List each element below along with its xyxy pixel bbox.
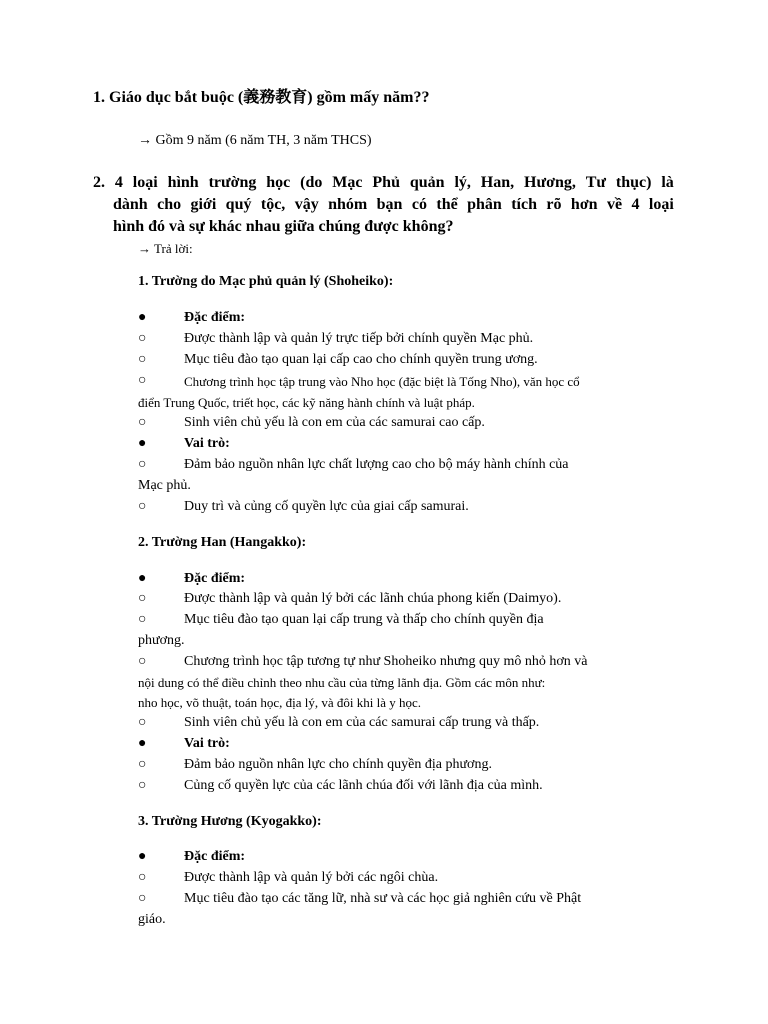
bullet-filled: ● — [138, 736, 147, 751]
section-1-features-label: Đặc điểm: — [184, 310, 246, 325]
bullet-hollow: ○ — [138, 715, 147, 730]
question-2-line-2 — [113, 197, 674, 213]
section-2-heading: 2. Trường Han (Hangakko): — [138, 535, 307, 550]
bullet-hollow: ○ — [138, 331, 147, 346]
section-2-features-label: Đặc điểm: — [184, 571, 246, 586]
bullet-hollow: ○ — [138, 591, 147, 606]
section-2-roles-label: Vai trò: — [184, 736, 230, 751]
question-2-word: (do — [300, 174, 323, 191]
section-1-role-1b: Mạc phủ. — [138, 478, 191, 493]
question-2-word: tích — [511, 196, 537, 213]
question-2-word: là — [661, 174, 674, 191]
question-2-word: Tư — [585, 174, 607, 191]
section-2-feature-1: Được thành lập và quản lý bởi các lãnh chúa phong kiến (Daimyo). — [184, 591, 562, 606]
bullet-hollow: ○ — [138, 415, 147, 430]
question-2-word: nhóm — [328, 196, 368, 213]
section-1-feature-1: Được thành lập và quản lý trực tiếp bởi chính quyền Mạc phủ. — [184, 331, 534, 346]
question-2-word: hơn — [570, 196, 598, 213]
question-2-word: hình — [167, 174, 199, 191]
section-3-feature-2a: Mục tiêu đào tạo các tăng lữ, nhà sư và các học giả nghiên cứu về Phật — [184, 891, 582, 906]
question-2-answer-label: → Trả lời: — [138, 241, 193, 256]
bullet-hollow: ○ — [138, 891, 147, 906]
section-1-heading: 1. Trường do Mạc phủ quản lý (Shoheiko): — [138, 274, 394, 289]
question-2-word: Mạc — [332, 174, 363, 191]
question-2-word: trường — [208, 174, 257, 191]
question-2-word: loại — [648, 196, 674, 213]
question-2-word: phân — [467, 196, 502, 213]
section-2-feature-2b: phương. — [138, 633, 185, 648]
section-1-feature-3b: điển Trung Quốc, triết học, các kỹ năng hành chính và luật pháp. — [138, 395, 475, 410]
question-2-word: quý — [225, 196, 252, 213]
question-1-answer: → Gồm 9 năm (6 năm TH, 3 năm THCS) — [138, 133, 372, 148]
section-2-feature-2a: Mục tiêu đào tạo quan lại cấp trung và thấp cho chính quyền địa — [184, 612, 544, 627]
question-2-word: Hương, — [524, 174, 576, 191]
bullet-hollow: ○ — [138, 373, 147, 388]
question-2-word: Phủ — [372, 174, 400, 191]
bullet-filled: ● — [138, 571, 147, 586]
question-2-word: tộc, — [260, 196, 286, 213]
question-2-word: loại — [132, 174, 158, 191]
bullet-hollow: ○ — [138, 352, 147, 367]
question-2-line-3: hình đó và sự khác nhau giữa chúng được không? — [113, 218, 454, 235]
section-1-role-2: Duy trì và củng cố quyền lực của giai cấp samurai. — [184, 499, 469, 514]
bullet-hollow: ○ — [138, 778, 147, 793]
question-2-word: Han, — [480, 174, 515, 191]
section-1-feature-2: Mục tiêu đào tạo quan lại cấp cao cho chính quyền trung ương. — [184, 352, 538, 367]
question-2-word: bạn — [376, 196, 403, 213]
question-2-word: 4 — [631, 196, 640, 213]
question-2-word: thục) — [615, 174, 652, 191]
bullet-hollow: ○ — [138, 612, 147, 627]
question-2-word: 2. — [93, 174, 105, 191]
section-3-feature-2b: giáo. — [138, 912, 166, 927]
question-2-line-1 — [93, 175, 674, 191]
question-2-word: dành — [113, 196, 148, 213]
section-2-feature-3a: Chương trình học tập tương tự như Shoheiko nhưng quy mô nhỏ hơn và — [184, 654, 588, 669]
section-3-heading: 3. Trường Hương (Kyogakko): — [138, 814, 322, 829]
question-2-word: vậy — [294, 196, 319, 213]
question-2-word: rõ — [546, 196, 562, 213]
section-2-role-2: Củng cố quyền lực của các lãnh chúa đối với lãnh địa của mình. — [184, 778, 543, 793]
question-2-word: học — [266, 174, 291, 191]
question-2-word: cho — [157, 196, 182, 213]
bullet-hollow: ○ — [138, 654, 147, 669]
bullet-hollow: ○ — [138, 499, 147, 514]
bullet-hollow: ○ — [138, 457, 147, 472]
question-2-word: về — [606, 196, 623, 213]
question-2-word: lý, — [454, 174, 471, 191]
section-1-roles-label: Vai trò: — [184, 436, 230, 451]
section-2-feature-3c: nho học, võ thuật, toán học, địa lý, và đôi khi là y học. — [138, 695, 422, 710]
question-2-word: thể — [436, 196, 458, 213]
bullet-hollow: ○ — [138, 870, 147, 885]
bullet-filled: ● — [138, 310, 147, 325]
question-2-word: 4 — [114, 174, 123, 191]
question-2-word: quản — [409, 174, 445, 191]
question-2-word: giới — [190, 196, 217, 213]
question-1-title: 1. Giáo dục bắt buộc (義務教育) gồm mấy năm?? — [93, 89, 430, 106]
section-2-feature-3b: nội dung có thể điều chỉnh theo nhu cầu của từng lãnh địa. Gồm các môn như: — [138, 675, 546, 690]
section-2-feature-4: Sinh viên chủ yếu là con em của các samurai cấp trung và thấp. — [184, 715, 540, 730]
section-3-features-label: Đặc điểm: — [184, 849, 246, 864]
section-1-role-1a: Đảm bảo nguồn nhân lực chất lượng cao cho bộ máy hành chính của — [184, 457, 569, 472]
section-1-feature-4: Sinh viên chủ yếu là con em của các samurai cao cấp. — [184, 415, 485, 430]
section-2-role-1: Đảm bảo nguồn nhân lực cho chính quyền địa phương. — [184, 757, 492, 772]
bullet-filled: ● — [138, 436, 147, 451]
section-3-feature-1: Được thành lập và quản lý bởi các ngôi chùa. — [184, 870, 439, 885]
bullet-hollow: ○ — [138, 757, 147, 772]
section-1-feature-3a: Chương trình học tập trung vào Nho học (đặc biệt là Tống Nho), văn học cổ — [184, 374, 580, 389]
question-2-word: có — [411, 196, 427, 213]
bullet-filled: ● — [138, 849, 147, 864]
